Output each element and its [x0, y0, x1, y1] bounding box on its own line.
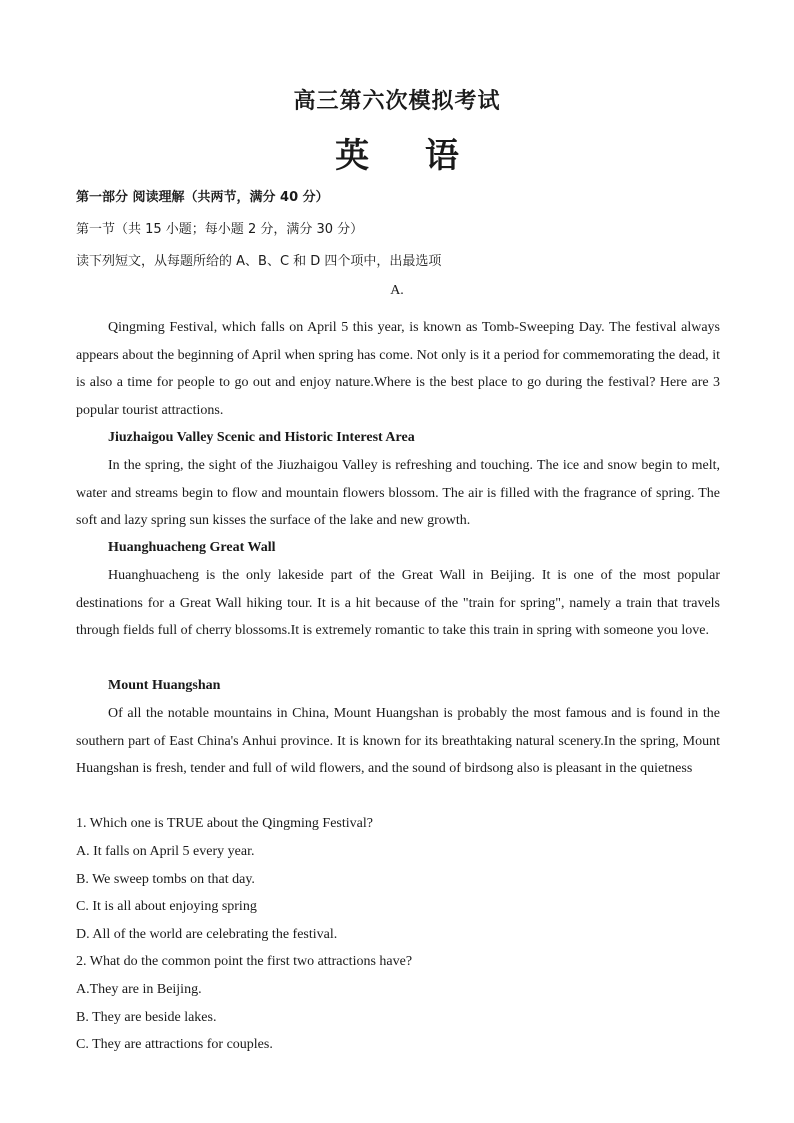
question-1-option-b: B. We sweep tombs on that day. — [76, 872, 255, 887]
question-1-stem: 1. Which one is TRUE about the Qingming Festival? — [76, 816, 373, 831]
paragraph-huanghuacheng: Huanghuacheng is the only lakeside part of the Great Wall in Beijing. It is one of the most popular destinations for a Great Wall hiking tour. It is a hit because of the "train for spring", namely a train that travels through fields full of cherry blossoms.It is extremely romantic to take this train in spring with someone you love. — [76, 568, 720, 639]
exam-title: 高三第六次模拟考试 — [293, 88, 501, 114]
section-heading-jiuzhaigou: Jiuzhaigou Valley Scenic and Historic Interest Area — [108, 430, 415, 445]
intro-paragraph: Qingming Festival, which falls on April 5 this year, is known as Tomb-Sweeping Day. The festival always appears about the beginning of April when spring has come. Not only is it a period for commemorating the dead, it is also a time for people to go out and enjoy nature.Where is the best place to go during the festival? Here are 3 popular tourist attractions. — [76, 320, 720, 418]
question-1-option-a: A. It falls on April 5 every year. — [76, 844, 255, 859]
question-2-option-b: B. They are beside lakes. — [76, 1010, 217, 1025]
question-1-option-c: C. It is all about enjoying spring — [76, 899, 257, 914]
section-heading: 第一节（共 15 小题；每小题 2 分，满分 30 分） — [76, 222, 364, 237]
question-2-stem: 2. What do the common point the first two attractions have? — [76, 954, 413, 969]
part-heading: 第一部分 阅读理解（共两节，满分 40 分） — [76, 190, 329, 205]
passage-label: A. — [390, 283, 404, 298]
subject-title: 英 语 — [335, 136, 481, 176]
question-2-option-c: C. They are attractions for couples. — [76, 1037, 273, 1052]
question-1-option-d: D. All of the world are celebrating the festival. — [76, 927, 338, 942]
paragraph-jiuzhaigou: In the spring, the sight of the Jiuzhaigou Valley is refreshing and touching. The ice and snow begin to melt, water and streams begin to flow and mountain flowers blossom. The air is filled with the fragrance of spring. The soft and lazy spring sun kisses the surface of the lake and new growth. — [76, 458, 720, 529]
section-heading-huanghuacheng: Huanghuacheng Great Wall — [108, 540, 276, 555]
paragraph-huangshan: Of all the notable mountains in China, Mount Huangshan is probably the most famous and is found in the southern part of East China's Anhui province. It is known for its breathtaking natural scenery.In the spring, Mount Huangshan is fresh, tender and full of wild flowers, and the sound of birdsong also is pleasant in the quietness — [76, 706, 720, 777]
question-2-option-a: A.They are in Beijing. — [76, 982, 202, 997]
section-heading-huangshan: Mount Huangshan — [108, 678, 221, 693]
directions: 读下列短文，从每题所给的 A、B、C 和 D 四个项中，出最选项 — [76, 254, 442, 269]
